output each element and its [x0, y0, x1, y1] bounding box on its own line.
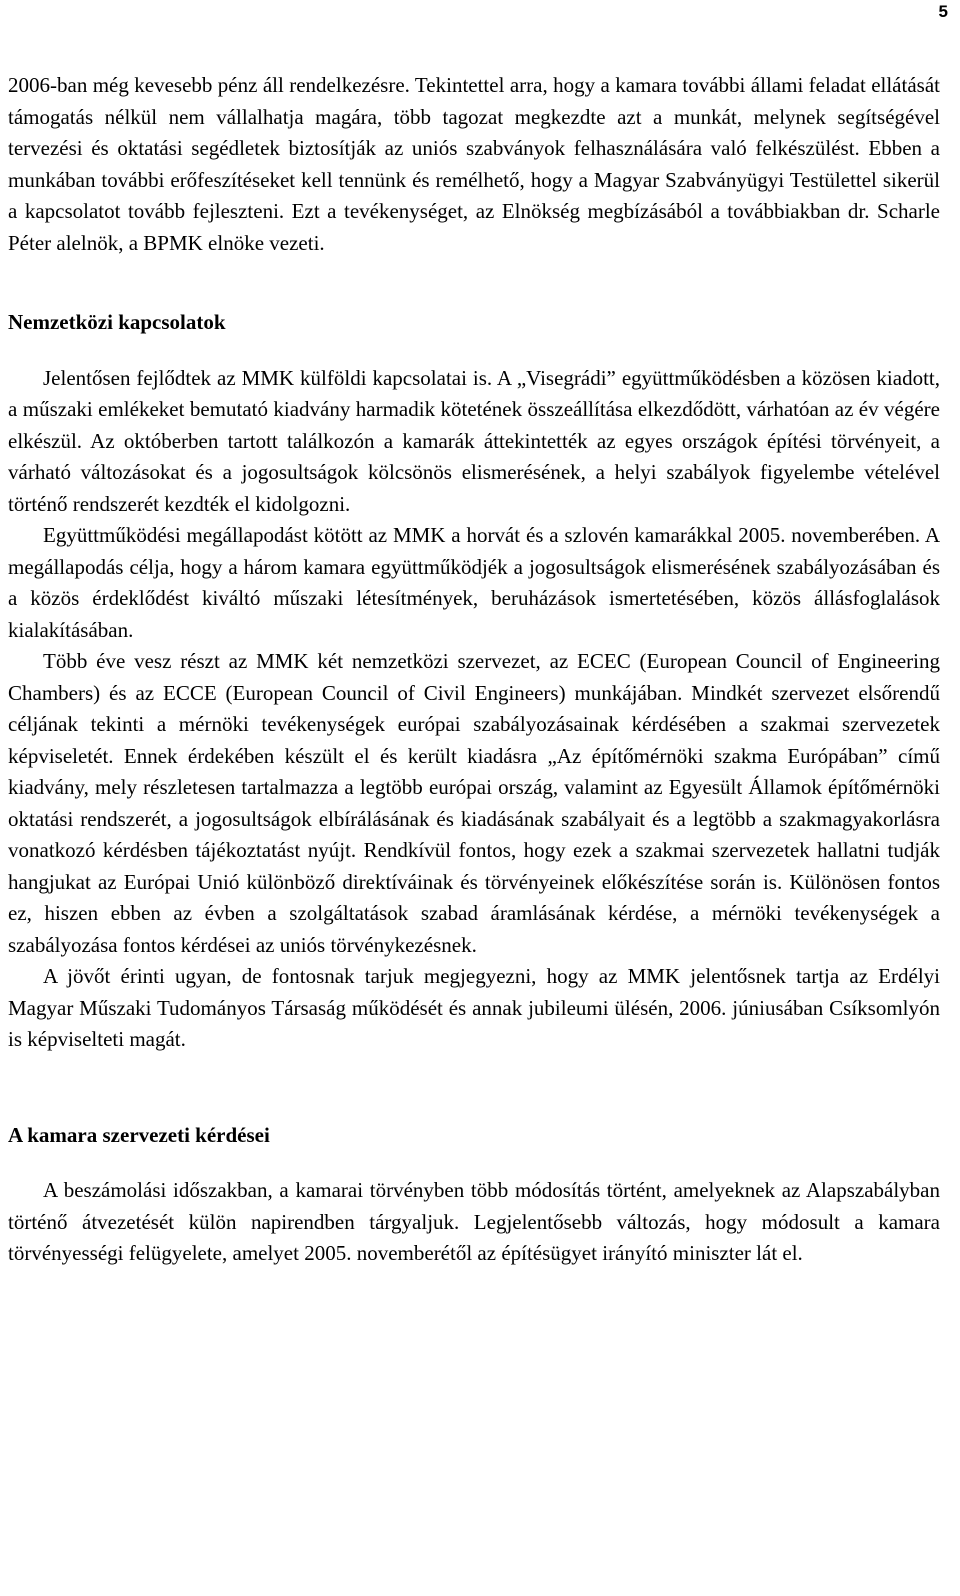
paragraph-emt: A jövőt érinti ugyan, de fontosnak tarjuk megjegyezni, hogy az MMK jelentősnek tartja az Erdélyi Magyar Műszaki Tudományos Társaság működését és annak jubileumi ülésén, 2006. júniusában Csíksomlyón is képviselteti magát. [8, 964, 940, 1051]
paragraph-reporting-period: A beszámolási időszakban, a kamarai törvényben több módosítás történt, amelyeknek az Alapszabályban történő átvezetését külön napirendben tárgyaljuk. Legjelentősebb változás, hogy módosult a kamara törvényességi felügyelete, amelyet 2005. novemberétől az építésügyet irányító miniszter lát el. [8, 1178, 940, 1265]
paragraph-visegrad: Jelentősen fejlődtek az MMK külföldi kapcsolatai is. A „Visegrádi” együttműködésben a közösen kiadott, a műszaki emlékeket bemutató kiadvány harmadik kötetének összeállítása elkezdődött, várhatóan az év végére elkészül. Az októberben tartott találkozón a kamarák áttekintették az egyes országok építési törvényeit, a várható változásokat és a jogosultságok kölcsönös elismerésének, a helyi szabályok figyelembe vételével történő rendszerét kezdték el kidolgozni. [8, 365, 940, 516]
intro-paragraph: 2006-ban még kevesebb pénz áll rendelkezésre. Tekintettel arra, hogy a kamara további állami feladat ellátását támogatás nélkül nem vállalhatja magára, több tagozat megkezdte azt a munkát, melynek segítségével tervezési és oktatási segédletek biztosítják az uniós szabványok felhasználására való felkészülést. Ebben a munkában további erőfeszítéseket kell tennünk és remélhető, hogy a Magyar Szabványügyi Testülettel sikerül a kapcsolatot tovább fejleszteni. Ezt a tevékenységet, az Elnökség megbízásából a továbbiakban dr. Scharle Péter alelnök, a BPMK elnöke vezeti. [8, 73, 940, 255]
page-number: 5 [938, 2, 948, 21]
document-body [8, 70, 940, 1270]
section-heading-organizational-matters: A kamara szervezeti kérdései [8, 1122, 270, 1147]
section-heading-international-relations: Nemzetközi kapcsolatok [8, 310, 226, 334]
paragraph-croatian-slovenian-agreement: Együttműködési megállapodást kötött az MMK a horvát és a szlovén kamarákkal 2005. novemberében. A megállapodás célja, hogy a három kamara együttműködjék a jogosultságok elismerésének szabályozásában és a közös érdeklődést kiváltó műszaki létesítmények, beruházások ismertetésében, közös állásfoglalások kialakításában. [8, 523, 940, 642]
paragraph-ecec-ecce: Több éve vesz részt az MMK két nemzetközi szervezet, az ECEC (European Council of Engineering Chambers) és az ECCE (European Council of Civil Engineers) munkájában. Mindkét szervezet elsőrendű céljának tekinti a mérnöki tevékenységek európai szabályozásainak kérdésében a szakmai szervezetek képviseletét. Ennek érdekében készült el és került kiadásra „Az építőmérnöki szakma Európában” című kiadvány, mely részletesen tartalmazza a legtöbb európai ország, valamint az Egyesült Államok építőmérnöki oktatási rendszerét, a jogosultságok elbírálásának és kiadásának szabályait és a legtöbb a szakmagyakorlásra vonatkozó kérdésben tájékoztatást nyújt. Rendkívül fontos, hogy ezek a szakmai szervezetek hallatni tudják hangjukat az Európai Unió különböző direktíváinak és törvényeinek előkészítése során is. Különösen fontos ez, hiszen ebben az évben a szolgáltatások szabad áramlásának kérdése, a mérnöki tevékenységek a szabályozása fontos kérdései az uniós törvénykezésnek. [8, 649, 940, 957]
